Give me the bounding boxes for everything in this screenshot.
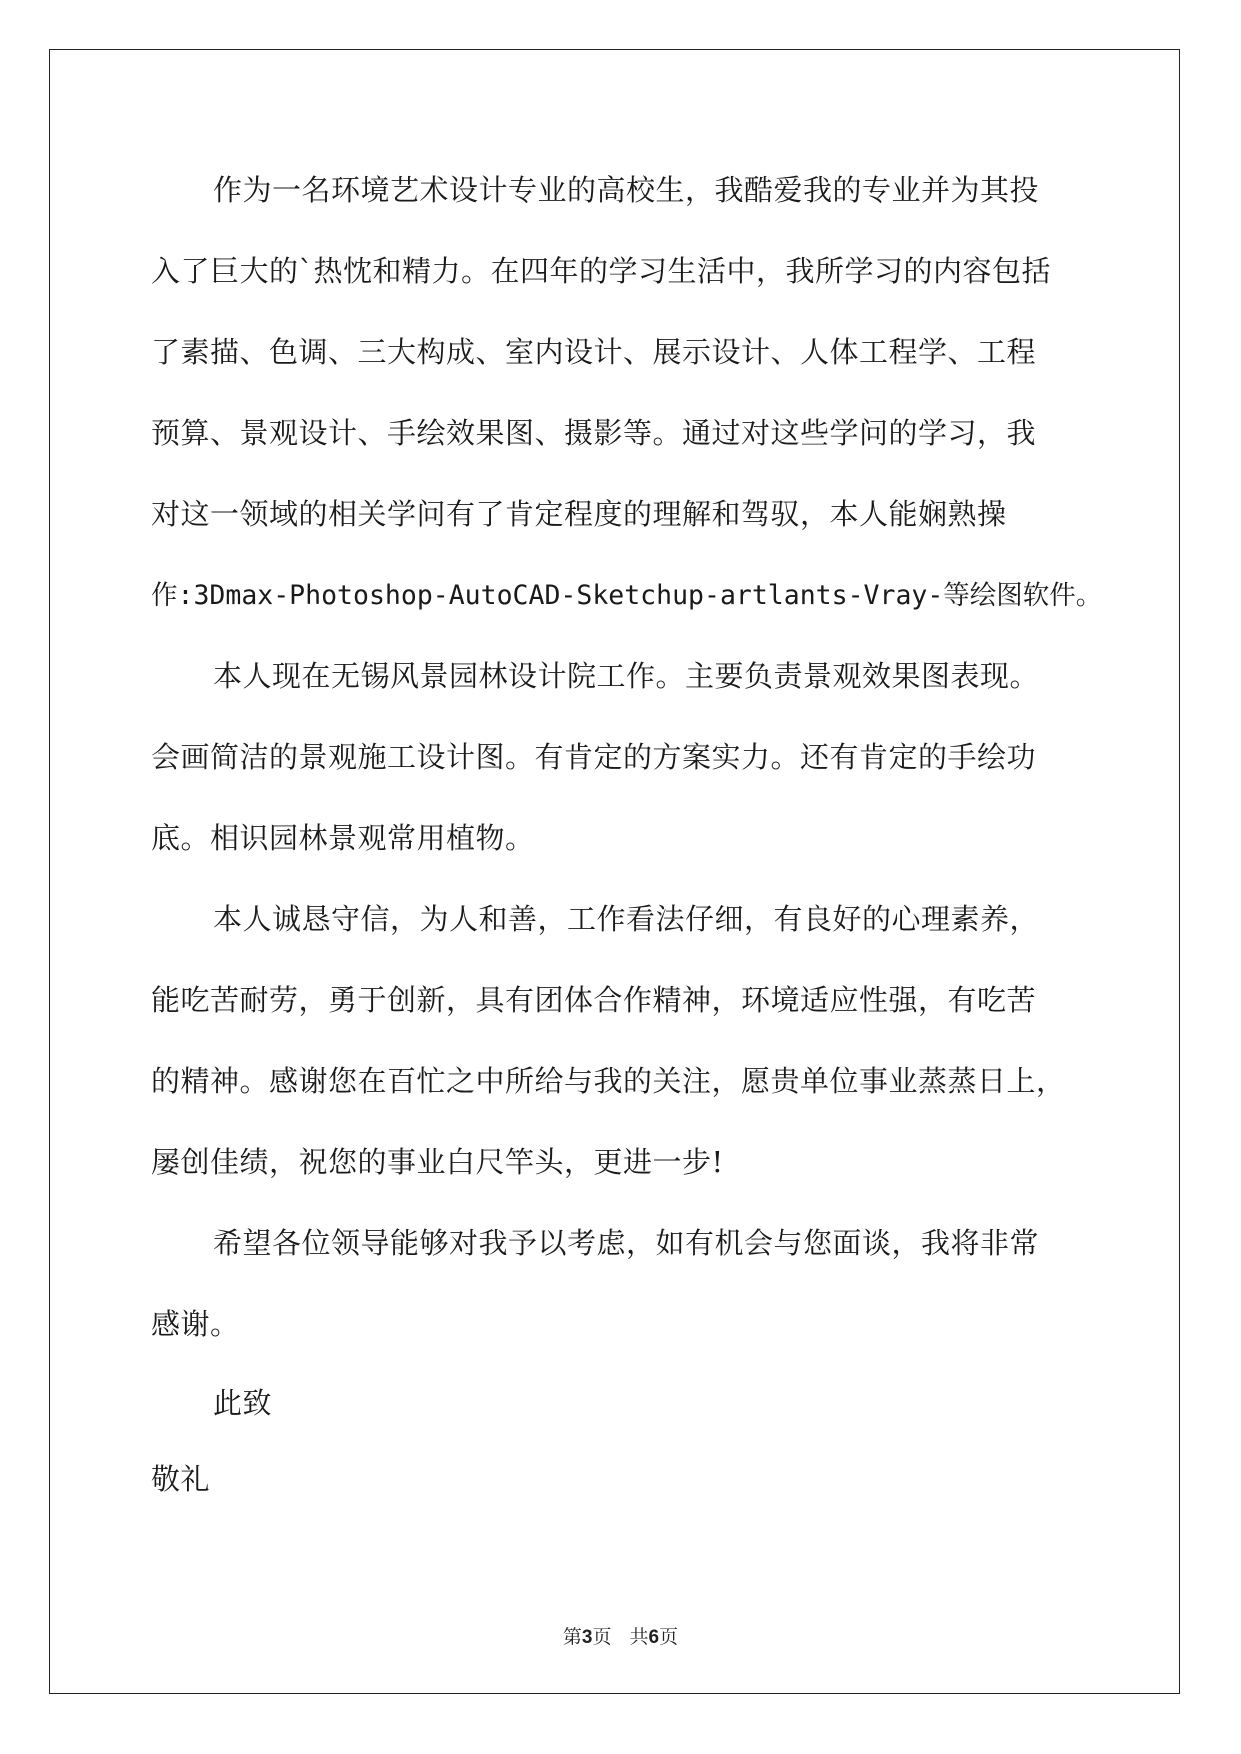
paragraph-line: 感谢。 (151, 1307, 240, 1341)
total-label-prefix: 共 (629, 1627, 649, 1648)
paragraph-line: 入了巨大的`热忱和精力。在四年的学习生活中，我所学习的内容包括 (151, 254, 1052, 288)
paragraph-line: 作为一名环境艺术设计专业的高校生，我酷爱我的专业并为其投 (213, 173, 1040, 207)
page-total-number: 6 (648, 1627, 660, 1648)
page-current-number: 3 (581, 1627, 593, 1648)
paragraph-line: 对这一领域的相关学问有了肯定程度的理解和驾驭，本人能娴熟操 (151, 497, 1007, 531)
paragraph-line: 本人诚恳守信，为人和善，工作看法仔细，有良好的心理素养， (213, 902, 1040, 936)
paragraph-line: 了素描、色调、三大构成、室内设计、展示设计、人体工程学、工程 (151, 335, 1037, 369)
paragraph-line: 底。相识园林景观常用植物。 (151, 821, 535, 855)
closing-salutation: 此致 (213, 1386, 273, 1420)
page-footer (0, 1622, 1241, 1649)
paragraph-3 (151, 879, 1091, 1203)
page-label-prefix: 第 (562, 1627, 582, 1648)
paragraph-4 (151, 1203, 1091, 1365)
total-label-suffix: 页 (659, 1627, 679, 1648)
paragraph-1 (151, 150, 1103, 636)
paragraph-line: 屡创佳绩，祝您的事业白尺竿头，更进一步! (151, 1145, 724, 1179)
paragraph-2 (151, 636, 1091, 879)
paragraph-line: 预算、景观设计、手绘效果图、摄影等。通过对这些学问的学习，我 (151, 416, 1037, 450)
paragraph-line: 能吃苦耐劳，勇于创新，具有团体合作精神，环境适应性强，有吃苦 (151, 983, 1037, 1017)
paragraph-line: 的精神。感谢您在百忙之中所给与我的关注，愿贵单位事业蒸蒸日上， (151, 1064, 1066, 1098)
page-label-suffix: 页 (592, 1627, 612, 1648)
closing-regards: 敬礼 (151, 1462, 211, 1496)
paragraph-line: 会画简洁的景观施工设计图。有肯定的方案实力。还有肯定的手绘功 (151, 740, 1037, 774)
paragraph-line: 作:3Dmax-Photoshop-AutoCAD-Sketchup-artlants-Vray-等绘图软件。 (151, 580, 1103, 611)
letter-body (151, 150, 1103, 1517)
paragraph-line: 希望各位领导能够对我予以考虑，如有机会与您面谈，我将非常 (213, 1226, 1040, 1260)
paragraph-line: 本人现在无锡风景园林设计院工作。主要负责景观效果图表现。 (213, 659, 1040, 693)
